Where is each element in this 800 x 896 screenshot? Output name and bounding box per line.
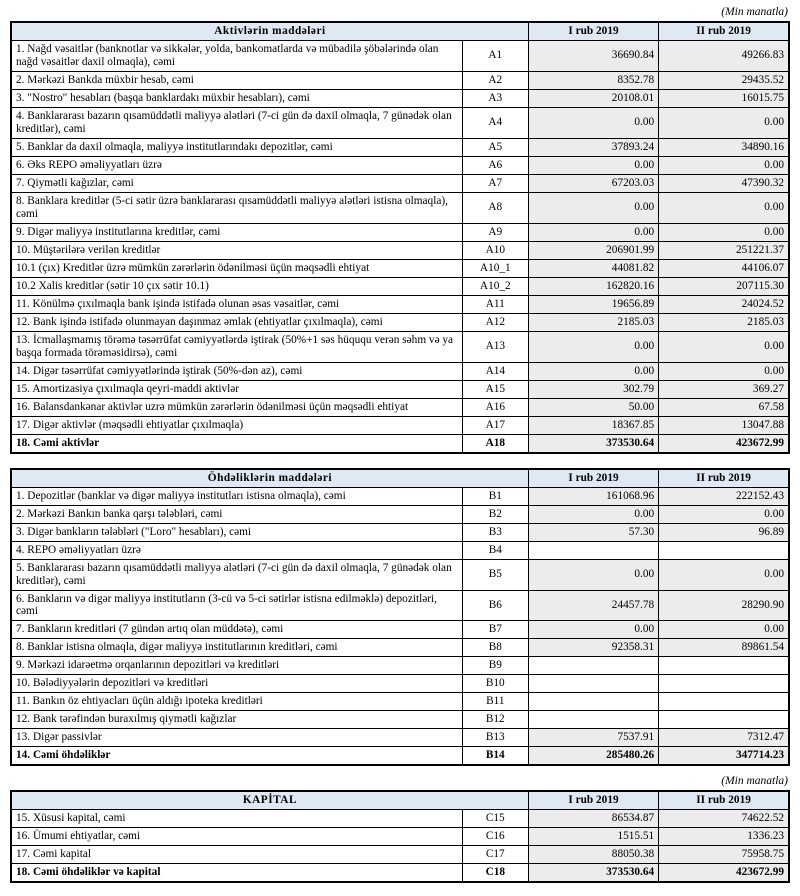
- table-row: [11, 487, 789, 505]
- row-value-period2: 75958.75: [659, 846, 789, 864]
- row-value-period1: 8352.78: [528, 71, 658, 89]
- row-value-period1: [528, 711, 658, 729]
- row-label: 11. Bankın öz ehtiyacları üçün aldığı ipoteka kreditləri: [11, 693, 462, 711]
- row-value-period2: 347714.23: [659, 747, 789, 765]
- table-row: [11, 380, 789, 398]
- row-value-period2: 0.00: [659, 192, 789, 223]
- row-value-period1: 67203.03: [528, 174, 658, 192]
- row-value-period1: 19656.89: [528, 295, 658, 313]
- row-code: B13: [462, 729, 528, 747]
- table-row: [11, 416, 789, 434]
- section-spacer-1: [10, 454, 790, 468]
- table-row: [11, 174, 789, 192]
- row-label: 1. Nağd vəsaitlər (banknotlar və sikkələr, yolda, bankomatlarda və mübadilə şöbələrində olan nağd vəsaitlər daxil olmaqla), cəmi: [11, 40, 462, 71]
- row-label: 14. Cəmi öhdəliklər: [11, 747, 462, 765]
- row-value-period2: 34890.16: [659, 138, 789, 156]
- row-value-period2: 7312.47: [659, 729, 789, 747]
- row-code: A11: [462, 295, 528, 313]
- table-row: [11, 828, 789, 846]
- row-value-period1: 92358.31: [528, 639, 658, 657]
- table-row: [11, 523, 789, 541]
- row-code: B11: [462, 693, 528, 711]
- row-value-period2: 369.27: [659, 380, 789, 398]
- row-value-period2: 29435.52: [659, 71, 789, 89]
- table-row: [11, 657, 789, 675]
- row-value-period2: 89861.54: [659, 639, 789, 657]
- row-code: B3: [462, 523, 528, 541]
- table-row: [11, 621, 789, 639]
- row-code: B5: [462, 559, 528, 590]
- table-row: [11, 711, 789, 729]
- table-row: [11, 138, 789, 156]
- row-value-period1: 206901.99: [528, 241, 658, 259]
- row-value-period2: 74622.52: [659, 810, 789, 828]
- row-label: 17. Digər aktivlər (məqsədli ehtiyatlar çıxılmaqla): [11, 416, 462, 434]
- row-value-period2: 16015.75: [659, 89, 789, 107]
- row-value-period1: 373530.64: [528, 864, 658, 882]
- liabilities-table-body: [11, 469, 789, 766]
- row-value-period2: 1336.23: [659, 828, 789, 846]
- row-value-period2: 0.00: [659, 559, 789, 590]
- row-value-period2: 0.00: [659, 223, 789, 241]
- row-label: 10.1 (çıx) Kreditlər üzrə mümkün zərərlərin ödənilməsi üçün məqsədli ehtiyat: [11, 259, 462, 277]
- row-code: A17: [462, 416, 528, 434]
- row-label: 11. Könülmə çıxılmaqla bank işində istifadə olunan əsas vəsaitlər, cəmi: [11, 295, 462, 313]
- row-label: 10. Bələdiyyələrin depozitləri və kreditləri: [11, 675, 462, 693]
- row-value-period1: 161068.96: [528, 487, 658, 505]
- table-row: [11, 192, 789, 223]
- table-row: [11, 89, 789, 107]
- row-value-period1: 0.00: [528, 331, 658, 362]
- liabilities-col1-header: I rub 2019: [528, 469, 658, 487]
- row-label: 1. Depozitlər (banklar və digər maliyyə institutları istisna olmaqla), cəmi: [11, 487, 462, 505]
- row-value-period2: 44106.07: [659, 259, 789, 277]
- row-label: 14. Digər təsərrüfat cəmiyyətlərində iştirak (50%-dən az), cəmi: [11, 362, 462, 380]
- row-value-period2: 0.00: [659, 331, 789, 362]
- row-label: 12. Bank işində istifadə olunmayan daşınmaz əmlak (ehtiyatlar çıxılmaqla), cəmi: [11, 313, 462, 331]
- capital-table: [10, 790, 790, 883]
- row-label: 8. Banklara kreditlər (5-ci sətir üzrə banklararası qısamüddətli maliyyə alətləri istisna olmaqla), cəmi: [11, 192, 462, 223]
- row-code: A15: [462, 380, 528, 398]
- row-code: B2: [462, 505, 528, 523]
- row-code: A7: [462, 174, 528, 192]
- row-code: B8: [462, 639, 528, 657]
- row-value-period2: 222152.43: [659, 487, 789, 505]
- row-value-period1: 0.00: [528, 223, 658, 241]
- assets-header-row: [11, 22, 789, 40]
- row-label: 12. Bank tərəfindən buraxılmış qiymətli kağızlar: [11, 711, 462, 729]
- row-label: 10. Müştərilərə verilən kreditlər: [11, 241, 462, 259]
- table-row: [11, 505, 789, 523]
- row-value-period2: [659, 541, 789, 559]
- liabilities-header-row: [11, 469, 789, 487]
- row-label: 17. Cəmi kapital: [11, 846, 462, 864]
- row-value-period1: 2185.03: [528, 313, 658, 331]
- row-value-period1: 373530.64: [528, 434, 658, 452]
- row-code: B10: [462, 675, 528, 693]
- row-value-period2: [659, 657, 789, 675]
- row-code: A13: [462, 331, 528, 362]
- row-code: A1: [462, 40, 528, 71]
- row-code: B7: [462, 621, 528, 639]
- units-note-assets: (Min manatla): [721, 6, 788, 18]
- row-value-period1: 0.00: [528, 362, 658, 380]
- row-code: C16: [462, 828, 528, 846]
- row-value-period1: 1515.51: [528, 828, 658, 846]
- row-label: 2. Mərkəzi Bankın banka qarşı tələbləri, cəmi: [11, 505, 462, 523]
- row-value-period1: 37893.24: [528, 138, 658, 156]
- row-value-period1: 162820.16: [528, 277, 658, 295]
- row-value-period1: 86534.87: [528, 810, 658, 828]
- row-code: A6: [462, 156, 528, 174]
- section-spacer-2: [10, 766, 790, 775]
- row-code: B1: [462, 487, 528, 505]
- row-code: A4: [462, 107, 528, 138]
- table-row: [11, 223, 789, 241]
- row-value-period2: 49266.83: [659, 40, 789, 71]
- table-row: [11, 675, 789, 693]
- table-row: [11, 846, 789, 864]
- table-row: [11, 259, 789, 277]
- row-value-period1: [528, 541, 658, 559]
- row-label: 2. Mərkəzi Bankda müxbir hesab, cəmi: [11, 71, 462, 89]
- row-code: A2: [462, 71, 528, 89]
- row-value-period1: 285480.26: [528, 747, 658, 765]
- table-row: [11, 277, 789, 295]
- assets-title: Aktivlərin maddələri: [11, 22, 528, 40]
- row-label: 18. Cəmi aktivlər: [11, 434, 462, 452]
- row-label: 16. Ümumi ehtiyatlar, cəmi: [11, 828, 462, 846]
- table-row: [11, 362, 789, 380]
- table-row: [11, 156, 789, 174]
- row-label: 10.2 Xalis kreditlər (sətir 10 çıx sətir 10.1): [11, 277, 462, 295]
- row-label: 6. Bankların və digər maliyyə institutların (3-cü və 5-ci sətirlər istisna edilməklə) depozitləri, cəmi: [11, 590, 462, 621]
- units-note-capital: (Min manatla): [721, 775, 788, 788]
- row-value-period1: 36690.84: [528, 40, 658, 71]
- row-label: 18. Cəmi öhdəliklər və kapital: [11, 864, 462, 882]
- row-value-period1: 20108.01: [528, 89, 658, 107]
- row-value-period2: 251221.37: [659, 241, 789, 259]
- row-code: A14: [462, 362, 528, 380]
- assets-col2-header: II rub 2019: [659, 22, 789, 40]
- row-value-period2: 2185.03: [659, 313, 789, 331]
- row-code: C15: [462, 810, 528, 828]
- table-row: [11, 295, 789, 313]
- table-row: [11, 864, 789, 882]
- row-code: B4: [462, 541, 528, 559]
- row-label: 6. Əks REPO əməliyyatları üzrə: [11, 156, 462, 174]
- table-row: [11, 559, 789, 590]
- row-label: 4. REPO əməliyyatları üzrə: [11, 541, 462, 559]
- row-value-period1: 0.00: [528, 156, 658, 174]
- row-value-period1: [528, 693, 658, 711]
- row-value-period1: 0.00: [528, 192, 658, 223]
- row-value-period1: [528, 675, 658, 693]
- table-row: [11, 434, 789, 452]
- row-label: 15. Xüsusi kapital, cəmi: [11, 810, 462, 828]
- row-code: A9: [462, 223, 528, 241]
- row-value-period1: 0.00: [528, 505, 658, 523]
- row-value-period1: 88050.38: [528, 846, 658, 864]
- row-code: B14: [462, 747, 528, 765]
- row-label: 7. Qiymətli kağızlar, cəmi: [11, 174, 462, 192]
- liabilities-col2-header: II rub 2019: [659, 469, 789, 487]
- assets-table: [10, 21, 790, 454]
- row-label: 5. Banklararası bazarın qısamüddətli maliyyə alətləri (7-ci gün də daxil olmaqla, 7 günədək olan kreditlər), cəmi: [11, 559, 462, 590]
- row-code: A10_1: [462, 259, 528, 277]
- table-row: [11, 541, 789, 559]
- table-row: [11, 331, 789, 362]
- row-code: A3: [462, 89, 528, 107]
- liabilities-title: Öhdəliklərin maddələri: [11, 469, 528, 487]
- row-code: A16: [462, 398, 528, 416]
- row-value-period2: 67.58: [659, 398, 789, 416]
- row-code: A10_2: [462, 277, 528, 295]
- capital-header-row: [11, 791, 789, 809]
- table-row: [11, 71, 789, 89]
- row-value-period1: 0.00: [528, 559, 658, 590]
- row-value-period2: 24024.52: [659, 295, 789, 313]
- capital-col2-header: II rub 2019: [659, 791, 789, 809]
- row-code: A18: [462, 434, 528, 452]
- table-row: [11, 747, 789, 765]
- row-code: A8: [462, 192, 528, 223]
- capital-col1-header: I rub 2019: [528, 791, 658, 809]
- row-code: A10: [462, 241, 528, 259]
- row-value-period1: 7537.91: [528, 729, 658, 747]
- table-row: [11, 241, 789, 259]
- table-row: [11, 590, 789, 621]
- row-value-period2: 207115.30: [659, 277, 789, 295]
- row-label: 9. Digər maliyyə institutlarına kreditlər, cəmi: [11, 223, 462, 241]
- row-value-period1: 24457.78: [528, 590, 658, 621]
- table-row: [11, 313, 789, 331]
- row-value-period1: 57.30: [528, 523, 658, 541]
- capital-title: KAPİTAL: [11, 791, 528, 809]
- table-row: [11, 693, 789, 711]
- row-value-period2: 0.00: [659, 621, 789, 639]
- assets-col1-header: I rub 2019: [528, 22, 658, 40]
- row-code: B9: [462, 657, 528, 675]
- row-value-period1: 50.00: [528, 398, 658, 416]
- row-label: 15. Amortizasiya çıxılmaqla qeyri-maddi aktivlər: [11, 380, 462, 398]
- row-value-period1: 18367.85: [528, 416, 658, 434]
- row-value-period2: 423672.99: [659, 434, 789, 452]
- row-value-period1: 0.00: [528, 107, 658, 138]
- row-code: C18: [462, 864, 528, 882]
- row-value-period2: [659, 675, 789, 693]
- table-row: [11, 639, 789, 657]
- row-label: 13. İcmallaşmamış törəmə təsərrüfat cəmiyyətlərdə iştirak (50%+1 səs hüququ verən səhm və ya başqa formada törəməsidirsə), cəmi: [11, 331, 462, 362]
- assets-table-body: [11, 22, 789, 453]
- row-value-period2: 0.00: [659, 362, 789, 380]
- table-row: [11, 729, 789, 747]
- row-code: B6: [462, 590, 528, 621]
- row-value-period1: 302.79: [528, 380, 658, 398]
- row-value-period2: 13047.88: [659, 416, 789, 434]
- row-label: 5. Banklar da daxil olmaqla, maliyyə institutlarındakı depozitlər, cəmi: [11, 138, 462, 156]
- table-row: [11, 810, 789, 828]
- row-value-period2: 0.00: [659, 107, 789, 138]
- row-code: C17: [462, 846, 528, 864]
- row-value-period1: [528, 657, 658, 675]
- row-label: 7. Bankların kreditləri (7 gündən artıq olan müddətə), cəmi: [11, 621, 462, 639]
- row-value-period1: 0.00: [528, 621, 658, 639]
- row-value-period2: 0.00: [659, 505, 789, 523]
- row-value-period2: [659, 693, 789, 711]
- row-value-period2: 96.89: [659, 523, 789, 541]
- row-value-period1: 44081.82: [528, 259, 658, 277]
- liabilities-table: [10, 468, 790, 767]
- row-value-period2: 0.00: [659, 156, 789, 174]
- row-value-period2: [659, 711, 789, 729]
- row-code: B12: [462, 711, 528, 729]
- row-label: 3. Digər bankların tələbləri ("Loro" hesabları), cəmi: [11, 523, 462, 541]
- row-value-period2: 47390.32: [659, 174, 789, 192]
- row-label: 3. "Nostro" hesabları (başqa banklardakı müxbir hesabları), cəmi: [11, 89, 462, 107]
- row-label: 13. Digər passivlər: [11, 729, 462, 747]
- row-label: 16. Balansdankənar aktivlər uzrə mümkün zərərlərin ödənilməsi üçün məqsədli ehtiyat: [11, 398, 462, 416]
- capital-table-body: [11, 791, 789, 882]
- table-row: [11, 398, 789, 416]
- row-value-period2: 423672.99: [659, 864, 789, 882]
- row-label: 8. Banklar istisna olmaqla, digər maliyyə institutlarının kreditləri, cəmi: [11, 639, 462, 657]
- row-label: 9. Mərkəzi idarəetmə orqanlarının depozitləri və kreditləri: [11, 657, 462, 675]
- row-label: 4. Banklararası bazarın qısamüddətli maliyyə alətləri (7-ci gün də daxil olmaqla, 7 günədək olan kreditlər), cəmi: [11, 107, 462, 138]
- table-row: [11, 107, 789, 138]
- table-row: [11, 40, 789, 71]
- row-value-period2: 28290.90: [659, 590, 789, 621]
- row-code: A5: [462, 138, 528, 156]
- row-code: A12: [462, 313, 528, 331]
